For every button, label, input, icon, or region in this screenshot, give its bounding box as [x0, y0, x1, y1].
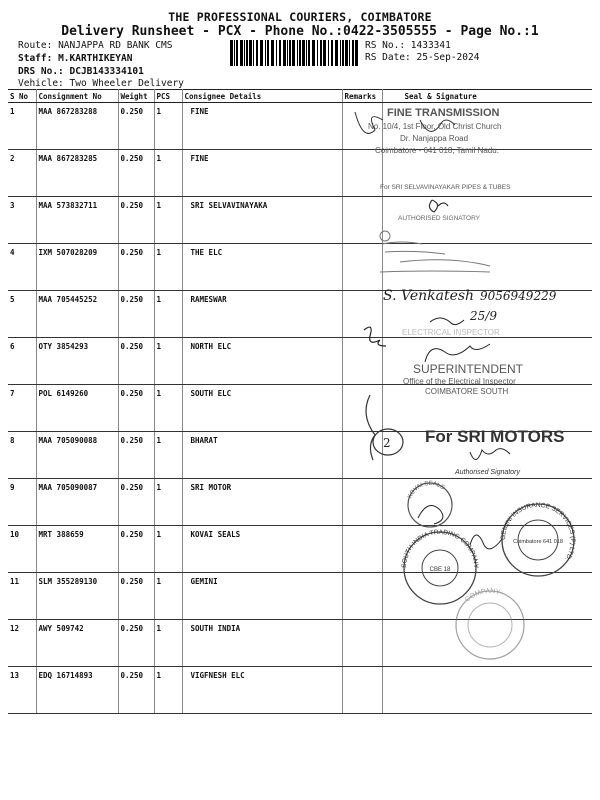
row-weight: 0.250: [118, 338, 154, 385]
row-sno: 2: [8, 150, 36, 197]
staff-line: Staff: M.KARTHIKEYAN: [18, 53, 133, 64]
col-remarks: Remarks: [342, 90, 382, 103]
row-consignment: MAA 573832711: [36, 197, 118, 244]
row-consignment: MRT 388659: [36, 526, 118, 573]
row-weight: 0.250: [118, 479, 154, 526]
signature-row5: [383, 288, 557, 323]
motor-stamp-line1: For SRI MOTORS: [425, 427, 565, 446]
row-sno: 8: [8, 432, 36, 479]
route-line: Route: NANJAPPA RD BANK CMS: [18, 40, 173, 51]
row-weight: 0.250: [118, 573, 154, 620]
row-consignee: RAMESWAR: [182, 291, 342, 338]
row-sno: 5: [8, 291, 36, 338]
row-weight: 0.250: [118, 103, 154, 150]
row-consignee: FINE: [182, 103, 342, 150]
row-sno: 13: [8, 667, 36, 714]
selva-stamp-line1: For SRI SELVAVINAYAKAR PIPES & TUBES: [380, 184, 511, 191]
sign5-name: S. Venkatesh: [383, 288, 475, 304]
row-pcs: 1: [154, 432, 182, 479]
row-sno: 12: [8, 620, 36, 667]
row-sno: 4: [8, 244, 36, 291]
elec-stamp-line3: COIMBATORE SOUTH: [425, 387, 509, 396]
vehicle-value: Two Wheeler Delivery: [69, 78, 184, 89]
col-consignment: Consignment No: [36, 90, 118, 103]
row-pcs: 1: [154, 338, 182, 385]
row-consignment: AWY 509742: [36, 620, 118, 667]
row-consignee: KOVAI SEALS: [182, 526, 342, 573]
gemini-stamp-center: Coimbatore 641 018: [513, 539, 563, 545]
fine-stamp-line4: Coimbatore - 641 018, Tamil Nadu.: [375, 146, 499, 155]
drs-value: DCJB143334101: [69, 66, 144, 77]
row-pcs: 1: [154, 291, 182, 338]
vehicle-line: Vehicle: Two Wheeler Delivery: [18, 78, 184, 89]
row-weight: 0.250: [118, 620, 154, 667]
col-weight: Weight: [118, 90, 154, 103]
row-consignment: MAA 705445252: [36, 291, 118, 338]
fine-stamp-line1: FINE TRANSMISSION: [387, 107, 500, 119]
col-seal-signature: Seal & Signature: [382, 90, 592, 103]
signature-row3: [429, 200, 448, 212]
sign5-phone: 9056949229: [480, 289, 557, 303]
row-weight: 0.250: [118, 197, 154, 244]
row-weight: 0.250: [118, 667, 154, 714]
row-pcs: 1: [154, 150, 182, 197]
bracket-row8-9: [366, 395, 375, 460]
signature-row6: [364, 327, 386, 346]
row-weight: 0.250: [118, 291, 154, 338]
elec-stamp-line2: Office of the Electrical Inspector: [403, 377, 516, 386]
rs-no-line: RS No.: 1433341: [365, 40, 451, 51]
row-sno: 10: [8, 526, 36, 573]
row-pcs: 1: [154, 197, 182, 244]
row-consignee: VIGFNESH ELC: [182, 667, 342, 714]
runsheet-title: Delivery Runsheet - PCX - Phone No.:0422-3505555 - Page No.:1: [61, 24, 539, 39]
row-sno: 1: [8, 103, 36, 150]
south-stamp-center: CBE 18: [429, 567, 451, 573]
row-weight: 0.250: [118, 432, 154, 479]
row-consignee: SOUTH INDIA: [182, 620, 342, 667]
row-consignee: SRI MOTOR: [182, 479, 342, 526]
row-consignment: POL 6149260: [36, 385, 118, 432]
elec-stamp-faded: ELECTRICAL INSPECTOR: [402, 328, 500, 337]
row-consignee: SOUTH ELC: [182, 385, 342, 432]
company-name: THE PROFESSIONAL COURIERS, COIMBATORE: [168, 10, 432, 24]
row-pcs: 1: [154, 244, 182, 291]
signature-row9: [470, 449, 510, 460]
selva-stamp-line2: AUTHORISED SIGNATORY: [398, 215, 480, 222]
gemini-insurance-stamp: [500, 502, 576, 576]
row-weight: 0.250: [118, 385, 154, 432]
svg-text:GEMINI INSURANCE SERVICES (P): [500, 502, 576, 562]
row-consignment: MAA 705090087: [36, 479, 118, 526]
row-consignee: FINE: [182, 150, 342, 197]
row-pcs: 1: [154, 103, 182, 150]
row-pcs: 1: [154, 479, 182, 526]
row-consignment: IXM 507028209: [36, 244, 118, 291]
row4-faded-stamp: [380, 231, 490, 272]
sign5-date: 25/9: [470, 309, 497, 323]
circle-mark-number: 2: [383, 436, 391, 450]
svg-text:COMPANY: [464, 588, 501, 604]
row-pcs: 1: [154, 667, 182, 714]
rs-no-value: 1433341: [410, 40, 451, 51]
rs-date-line: RS Date: 25-Sep-2024: [365, 52, 480, 63]
motor-stamp-line2: Authorised Signatory: [455, 469, 520, 476]
rs-date-value: 25-Sep-2024: [416, 52, 480, 63]
drs-line: DRS No.: DCJB143334101: [18, 66, 144, 77]
row-consignee: SRI SELVAVINAYAKA: [182, 197, 342, 244]
row-weight: 0.250: [118, 526, 154, 573]
row-weight: 0.250: [118, 150, 154, 197]
row-consignee: GEMINI: [182, 573, 342, 620]
col-sno: S No: [8, 90, 36, 103]
svg-text:KOVAI SEALS: [407, 481, 445, 500]
row-consignment: OTY 3854293: [36, 338, 118, 385]
row-sno: 11: [8, 573, 36, 620]
row-consignment: MAA 705090088: [36, 432, 118, 479]
signature-row11: [470, 535, 502, 549]
row-consignment: EDQ 16714893: [36, 667, 118, 714]
row-pcs: 1: [154, 620, 182, 667]
kovai-seals-stamp: [407, 481, 452, 527]
row-sno: 9: [8, 479, 36, 526]
row-consignee: BHARAT: [182, 432, 342, 479]
signature-row5-scrawl: [430, 318, 464, 325]
faded-company-stamp: [456, 588, 524, 659]
col-consignee: Consignee Details: [182, 90, 342, 103]
fine-stamp-line2: No. 10/4, 1st Floor, Old Christ Church: [368, 122, 502, 131]
row-sno: 3: [8, 197, 36, 244]
row-pcs: 1: [154, 573, 182, 620]
row-consignment: MAA 867283285: [36, 150, 118, 197]
row-consignee: THE ELC: [182, 244, 342, 291]
staff-value: M.KARTHIKEYAN: [58, 53, 133, 64]
row-consignee: NORTH ELC: [182, 338, 342, 385]
row-consignment: SLM 355289130: [36, 573, 118, 620]
kovai-stamp-ring: KOVAI SEALS: [407, 480, 446, 500]
electrical-inspector-stamp: [403, 362, 524, 396]
route-value: NANJAPPA RD BANK CMS: [58, 40, 173, 51]
elec-stamp-line1: SUPERINTENDENT: [413, 362, 524, 376]
south-india-trading-stamp: [401, 529, 479, 604]
signature-row7: [425, 344, 490, 362]
row-pcs: 1: [154, 526, 182, 573]
row-sno: 6: [8, 338, 36, 385]
fine-stamp-line3: Dr. Nanjappa Road: [400, 134, 469, 143]
last-stamp-ring: COMPANY: [464, 587, 501, 604]
row-pcs: 1: [154, 385, 182, 432]
gemini-stamp-ring: GEMINI INSURANCE SERVICES (P) LTD.: [499, 501, 577, 562]
col-pcs: PCS: [154, 90, 182, 103]
row-consignment: MAA 867283288: [36, 103, 118, 150]
south-stamp-ring: SOUTH INDIA TRADING COMPANY: [400, 528, 480, 569]
row-weight: 0.250: [118, 244, 154, 291]
row-sno: 7: [8, 385, 36, 432]
svg-text:SOUTH INDIA TRADING COMPANY: [401, 529, 479, 569]
